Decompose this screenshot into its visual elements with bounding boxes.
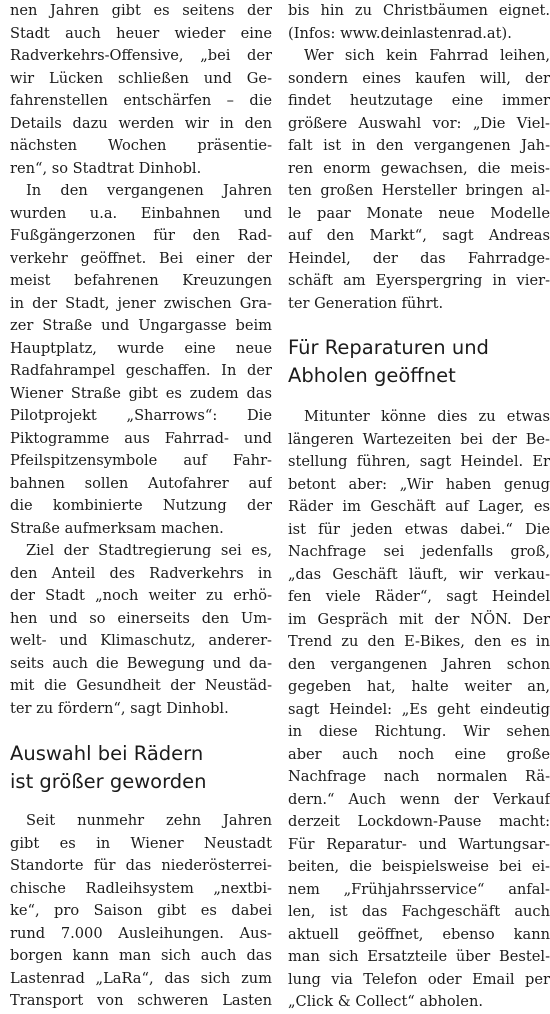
right-column	[288, 0, 550, 1014]
text-line: Lastenrad „LaRa“, das sich zum	[10, 969, 272, 987]
text-line: beiten, die beispielsweise bei ei-	[288, 858, 550, 875]
text-line: ist für jeden etwas dabei.“ Die	[288, 520, 550, 538]
paragraph	[10, 540, 272, 720]
text-line: Piktogramme aus Fahrrad- und	[10, 429, 272, 447]
text-line: Details dazu werden wir in den	[10, 114, 272, 132]
text-line: rund 7.000 Ausleihungen. Aus-	[10, 924, 272, 942]
text-line: lung via Telefon oder Email per	[288, 970, 550, 988]
text-line: ren“, so Stadtrat Dinhobl.	[10, 159, 202, 177]
text-line: ke“, pro Saison gibt es dabei	[10, 902, 272, 919]
section-heading	[10, 740, 272, 796]
text-line: dern.“ Auch wenn der Verkauf	[288, 790, 550, 808]
text-line: Räder im Geschäft auf Lager, es	[288, 498, 550, 515]
text-line: Hauptplatz, wurde eine neue	[10, 339, 272, 357]
text-line: in diese Richtung. Wir sehen	[288, 723, 550, 740]
paragraph	[288, 406, 550, 1014]
text-line: Stadt auch heuer wieder eine	[10, 24, 272, 42]
text-line: größere Auswahl vor: „Die Viel-	[288, 114, 550, 132]
text-line: findet heutzutage eine immer	[288, 92, 550, 109]
text-line: ten großen Hersteller bringen al-	[288, 182, 550, 199]
text-line: den Anteil des Radverkehrs in	[10, 564, 272, 582]
text-line: Heindel, der das Fahrradge-	[288, 249, 550, 267]
text-line: betont aber: „Wir haben genug	[288, 475, 550, 493]
text-line: bahnen sollen Autofahrer auf	[10, 474, 272, 492]
text-line: len, ist das Fachgeschäft auch	[288, 903, 550, 920]
text-line: Nachfrage sei jedenfalls groß,	[288, 543, 550, 560]
text-line: chische Radleihsystem „nextbi-	[10, 879, 272, 897]
text-line: verkehr geöffnet. Bei einer der	[10, 249, 272, 267]
heading-line: Auswahl bei Rädern	[10, 742, 204, 765]
section-heading	[288, 334, 550, 390]
text-line: Pfeilspitzensymbole auf Fahr-	[10, 452, 272, 469]
text-line: Wiener Straße gibt es zudem das	[10, 384, 272, 402]
text-line: Mitunter könne dies zu etwas	[304, 408, 550, 425]
text-line: Radfahrampel geschaffen. In der	[10, 362, 272, 379]
text-line: le paar Monate neue Modelle	[288, 204, 550, 222]
text-line: fen viele Räder“, sagt Heindel	[288, 588, 550, 605]
text-line: Trend zu den E-Bikes, den es in	[288, 633, 550, 650]
text-line: In den vergangenen Jahren	[26, 182, 272, 199]
text-line: „Click & Collect“ abholen.	[288, 993, 483, 1010]
text-line: Fußgängerzonen für den Rad-	[10, 227, 272, 244]
text-line: die kombinierte Nutzung der	[10, 497, 272, 514]
text-line: wir Lücken schließen und Ge-	[10, 69, 272, 87]
left-column	[10, 0, 272, 1013]
text-line: borgen kann man sich auch das	[10, 947, 272, 964]
text-line: ren enorm gewachsen, die meis-	[288, 159, 550, 177]
text-line: Standorte für das niederösterrei-	[10, 857, 272, 874]
text-line: Seit nunmehr zehn Jahren	[26, 812, 272, 829]
text-line: falt ist in den vergangenen Jah-	[288, 137, 550, 154]
text-line: welt- und Klimaschutz, anderer-	[10, 632, 272, 649]
text-line: den vergangenen Jahren schon	[288, 655, 550, 673]
text-line: bis hin zu Christbäumen eignet.	[288, 2, 550, 19]
text-line: in der Stadt, jener zwischen Gra-	[10, 294, 272, 312]
paragraph	[288, 45, 550, 315]
text-line: Straße aufmerksam machen.	[10, 519, 224, 537]
text-line: Pilotprojekt „Sharrows“: Die	[10, 407, 272, 424]
text-line: Wer sich kein Fahrrad leihen,	[304, 47, 550, 64]
paragraph	[10, 810, 272, 1013]
text-line: ter Generation führt.	[288, 294, 444, 312]
text-line: im Gespräch mit der NÖN. Der	[288, 610, 550, 628]
text-line: aber auch noch eine große	[288, 745, 550, 763]
paragraph	[10, 180, 272, 540]
text-line: nem „Frühjahrsservice“ anfal-	[288, 880, 550, 898]
text-line: derzeit Lockdown-Pause macht:	[288, 813, 550, 830]
text-line: sondern eines kaufen will, der	[288, 69, 550, 87]
text-line: aktuell geöffnet, ebenso kann	[288, 925, 550, 943]
text-line: fahrenstellen entschärfen – die	[10, 92, 272, 109]
text-line: (Infos: www.deinlastenrad.at).	[288, 24, 512, 42]
text-line: sagt Heindel: „Es geht eindeutig	[288, 700, 550, 718]
paragraph	[288, 0, 550, 45]
text-line: schäft am Eyerspergring in vier-	[288, 272, 550, 289]
text-line: „das Geschäft läuft, wir verkau-	[288, 565, 550, 583]
text-line: nächsten Wochen präsentie-	[10, 137, 272, 154]
text-line: seits auch die Bewegung und da-	[10, 654, 272, 672]
text-line: nen Jahren gibt es seitens der	[10, 2, 272, 19]
text-line: hen und so einerseits den Um-	[10, 609, 272, 627]
text-line: wurden u.a. Einbahnen und	[10, 204, 272, 222]
text-line: gibt es in Wiener Neustadt	[10, 834, 272, 852]
text-line: gegeben hat, halte weiter an,	[288, 678, 550, 695]
text-line: auf den Markt“, sagt Andreas	[288, 227, 550, 244]
heading-line: ist größer geworden	[10, 770, 207, 793]
text-line: mit die Gesundheit der Neustäd-	[10, 677, 272, 694]
text-line: Nachfrage nach normalen Rä-	[288, 768, 550, 785]
text-line: meist befahrenen Kreuzungen	[10, 272, 272, 289]
paragraph	[10, 0, 272, 180]
text-line: der Stadt „noch weiter zu erhö-	[10, 587, 272, 604]
heading-line: Abholen geöffnet	[288, 364, 456, 387]
text-line: Für Reparatur- und Wartungsar-	[288, 835, 550, 853]
text-line: man sich Ersatzteile über Bestel-	[288, 948, 550, 965]
text-line: Transport von schweren Lasten	[10, 992, 272, 1009]
text-line: Ziel der Stadtregierung sei es,	[26, 542, 272, 559]
text-line: längeren Wartezeiten bei der Be-	[288, 430, 550, 448]
text-line: stellung führen, sagt Heindel. Er	[288, 453, 550, 470]
text-line: Radverkehrs-Offensive, „bei der	[10, 47, 272, 64]
heading-line: Für Reparaturen und	[288, 336, 489, 359]
text-line: ter zu fördern“, sagt Dinhobl.	[10, 699, 229, 717]
text-line: zer Straße und Ungargasse beim	[10, 317, 272, 334]
